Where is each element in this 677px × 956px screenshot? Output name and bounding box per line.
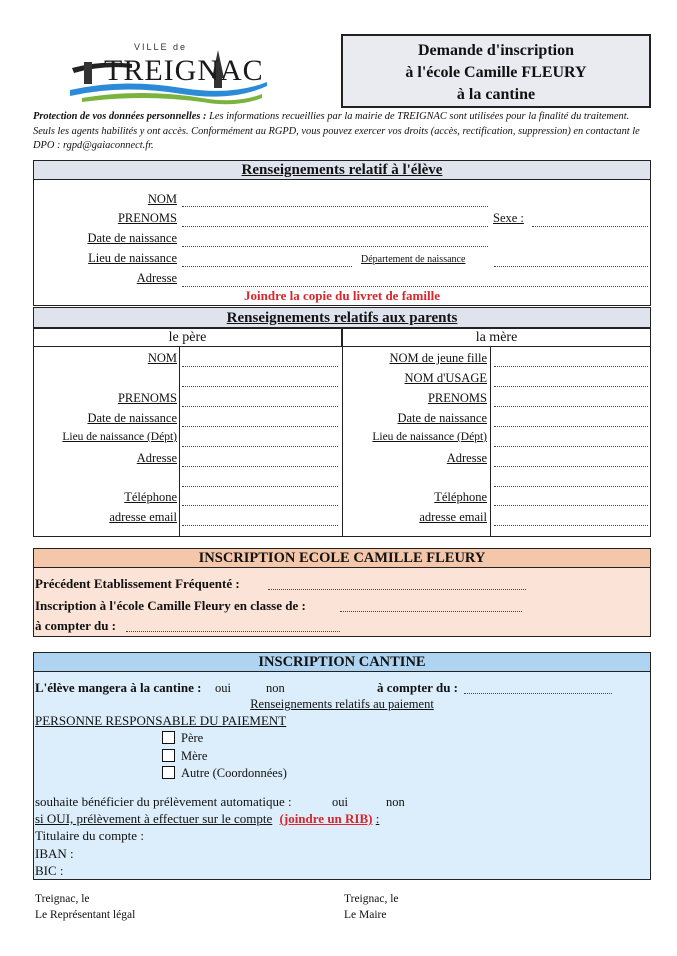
- si-oui-label: si OUI, prélèvement à effectuer sur le compte: [35, 811, 273, 826]
- ecole-compter-label: à compter du :: [35, 618, 117, 633]
- logo: [62, 38, 272, 108]
- pere-nom-field-2[interactable]: [182, 386, 338, 387]
- ecole-classe-label: Inscription à l'école Camille Fleury en classe de :: [35, 598, 306, 613]
- cantine-non-option[interactable]: non: [266, 681, 285, 695]
- eleve-nom-field[interactable]: [182, 206, 488, 207]
- ecole-precedent-label: Précédent Etablissement Fréquenté :: [35, 576, 240, 591]
- eleve-date-label: Date de naissance: [87, 231, 177, 245]
- eleve-lieu-field[interactable]: [182, 266, 352, 267]
- eleve-sexe-label: Sexe :: [493, 211, 524, 225]
- pere-nom-label: NOM: [147, 351, 177, 365]
- privacy-text: Les informations recueillies par la mairie de TREIGNAC sont utilisées pour la finalité du traitement. Seuls les agents habilités y ont accès. Conformément au RGPD, vous pouvez exercer vos droits (accès, rectification, suppression) en contactant le DPO : rgpd@gaiaconnect.fr.: [33, 111, 640, 151]
- ecole-heading-bar: [33, 548, 651, 568]
- footer-left-sign: Le Représentant légal: [35, 909, 136, 921]
- pere-date-field[interactable]: [182, 426, 338, 427]
- pere-lieu-field[interactable]: [182, 446, 338, 447]
- mere-email-label: adresse email: [419, 510, 487, 524]
- option-mere[interactable]: [162, 749, 207, 764]
- cantine-mangera-label: L'élève mangera à la cantine :: [35, 680, 202, 695]
- mere-nom-jf-field[interactable]: [494, 366, 648, 367]
- pere-telephone-label: Téléphone: [124, 490, 177, 504]
- mere-date-field[interactable]: [494, 426, 648, 427]
- footer-right-place: Treignac, le: [344, 893, 399, 905]
- ecole-precedent-field[interactable]: [268, 589, 526, 590]
- pere-title: le père: [168, 330, 207, 345]
- mere-telephone-field[interactable]: [494, 505, 648, 506]
- mere-telephone-label: Téléphone: [434, 490, 487, 504]
- eleve-nom-label: NOM: [147, 192, 177, 206]
- parents-heading-bar: [33, 307, 651, 328]
- mere-header: [342, 328, 651, 347]
- si-oui-colon: :: [375, 811, 380, 826]
- autre-checkbox[interactable]: [162, 766, 175, 779]
- option-autre[interactable]: [162, 766, 287, 781]
- mere-lieu-label: Lieu de naissance (Dépt): [372, 431, 487, 443]
- privacy-notice: [33, 110, 651, 154]
- mere-adresse-field-2[interactable]: [494, 486, 648, 487]
- title-line2: à l'école Camille FLEURY: [405, 64, 587, 81]
- option-mere-label: Mère: [181, 749, 208, 763]
- mere-prenoms-label: PRENOMS: [427, 391, 487, 405]
- pere-telephone-field[interactable]: [182, 505, 338, 506]
- footer-left-place: Treignac, le: [35, 893, 90, 905]
- title-line3: à la cantine: [456, 86, 536, 103]
- pere-email-label: adresse email: [109, 510, 177, 524]
- eleve-prenoms-label: PRENOMS: [117, 211, 177, 225]
- footer-right-sign: Le Maire: [344, 909, 387, 921]
- titulaire-label: Titulaire du compte :: [35, 828, 144, 843]
- mere-adresse-label: Adresse: [446, 451, 487, 465]
- paiement-heading: Renseignements relatifs au paiement: [250, 697, 434, 711]
- eleve-departement-field[interactable]: [494, 266, 648, 267]
- si-oui-line: [35, 811, 379, 827]
- mere-nom-usage-label: NOM d'USAGE: [404, 371, 487, 385]
- mere-lieu-field[interactable]: [494, 446, 648, 447]
- ecole-heading: INSCRIPTION ECOLE CAMILLE FLEURY: [198, 550, 486, 566]
- pere-prenoms-field[interactable]: [182, 406, 338, 407]
- cantine-compter-label: à compter du :: [377, 680, 459, 695]
- prelevement-label: souhaite bénéficier du prélèvement automatique :: [35, 794, 292, 809]
- mere-nom-jf-label: NOM de jeune fille: [389, 351, 487, 365]
- bic-label: BIC :: [35, 863, 64, 878]
- eleve-heading-bar: [33, 160, 651, 180]
- pere-checkbox[interactable]: [162, 731, 175, 744]
- cantine-compter-field[interactable]: [464, 693, 612, 694]
- mere-checkbox[interactable]: [162, 749, 175, 762]
- mere-email-field[interactable]: [494, 525, 648, 526]
- mere-nom-usage-field[interactable]: [494, 386, 648, 387]
- eleve-date-field[interactable]: [182, 246, 488, 247]
- prelevement-oui-option[interactable]: oui: [332, 795, 348, 809]
- title-box: [341, 34, 651, 108]
- responsable-label: PERSONNE RESPONSABLE DU PAIEMENT: [35, 713, 287, 728]
- eleve-departement-label: Département de naissance: [361, 254, 466, 265]
- logo-top-text: VILLE de: [134, 42, 188, 52]
- option-autre-label: Autre (Coordonnées): [181, 766, 287, 780]
- pere-adresse-field-2[interactable]: [182, 486, 338, 487]
- iban-label: IBAN :: [35, 846, 74, 861]
- eleve-adresse-label: Adresse: [136, 271, 177, 285]
- logo-brand: TREIGNAC: [104, 54, 264, 87]
- eleve-prenoms-field[interactable]: [182, 226, 488, 227]
- option-pere[interactable]: [162, 731, 203, 746]
- pere-adresse-field[interactable]: [182, 466, 338, 467]
- eleve-note: Joindre la copie du livret de famille: [244, 288, 440, 303]
- pere-prenoms-label: PRENOMS: [117, 391, 177, 405]
- pere-value-divider: [179, 347, 180, 537]
- option-pere-label: Père: [181, 731, 204, 745]
- center-divider: [342, 347, 343, 537]
- eleve-adresse-field[interactable]: [182, 286, 648, 287]
- pere-lieu-label: Lieu de naissance (Dépt): [62, 431, 177, 443]
- pere-nom-field[interactable]: [182, 366, 338, 367]
- mere-adresse-field[interactable]: [494, 466, 648, 467]
- ecole-compter-field[interactable]: [126, 631, 340, 632]
- privacy-lead: Protection de vos données personnelles :: [33, 111, 207, 122]
- pere-email-field[interactable]: [182, 525, 338, 526]
- pere-adresse-label: Adresse: [136, 451, 177, 465]
- cantine-heading-bar: [33, 652, 651, 672]
- eleve-heading: Renseignements relatif à l'élève: [241, 162, 443, 178]
- mere-value-divider: [490, 347, 491, 537]
- mere-prenoms-field[interactable]: [494, 406, 648, 407]
- ecole-classe-field[interactable]: [340, 611, 522, 612]
- rib-note: (joindre un RIB): [279, 811, 373, 826]
- mere-title: la mère: [475, 330, 518, 345]
- mere-date-label: Date de naissance: [397, 411, 487, 425]
- title-line1: Demande d'inscription: [417, 42, 574, 59]
- eleve-sexe-field[interactable]: [532, 226, 648, 227]
- pere-header: [33, 328, 342, 347]
- cantine-heading: INSCRIPTION CANTINE: [258, 654, 426, 670]
- pere-date-label: Date de naissance: [87, 411, 177, 425]
- parents-heading: Renseignements relatifs aux parents: [226, 310, 458, 326]
- eleve-lieu-label: Lieu de naissance: [88, 251, 177, 265]
- cantine-oui-option[interactable]: oui: [215, 681, 231, 695]
- prelevement-non-option[interactable]: non: [386, 795, 405, 809]
